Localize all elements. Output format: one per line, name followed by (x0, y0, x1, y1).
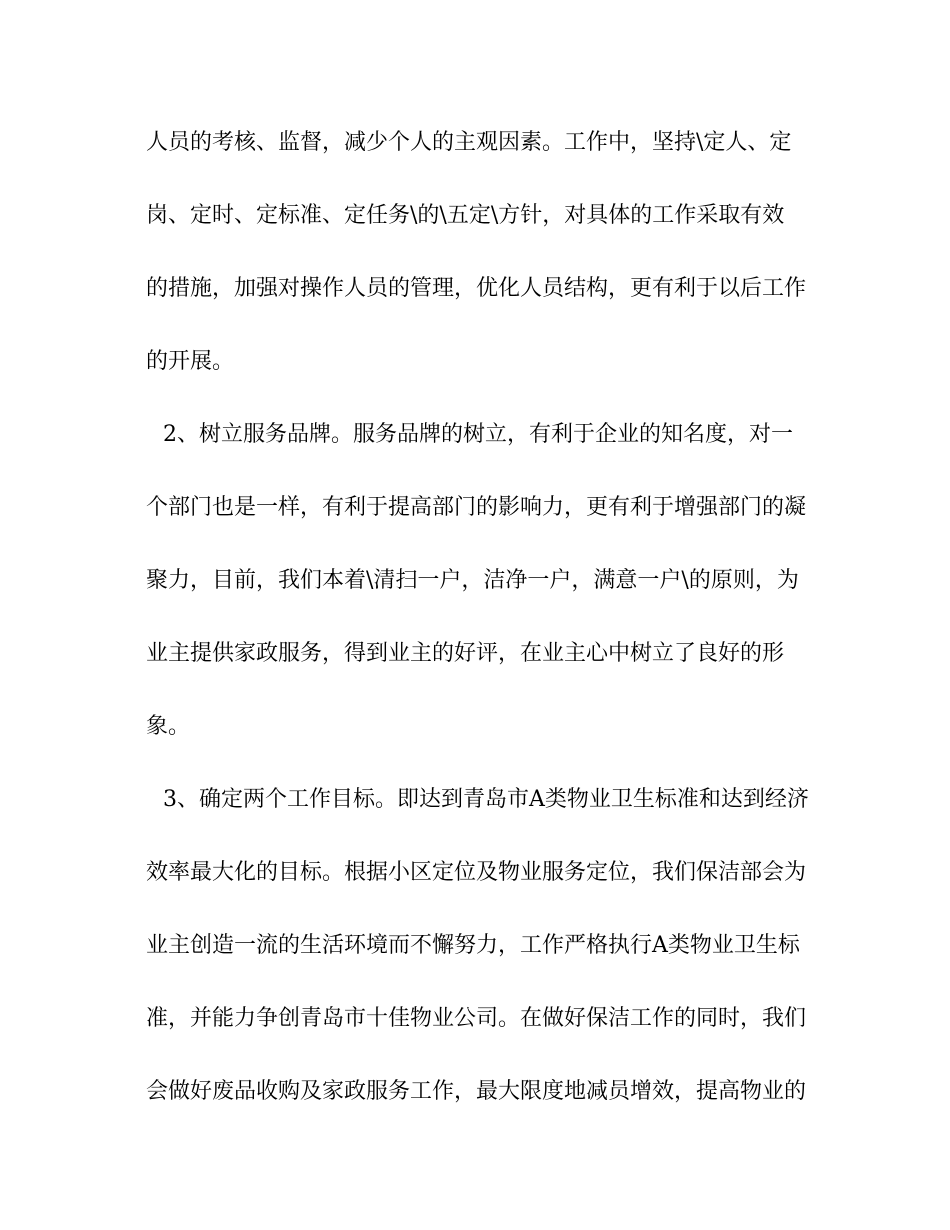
text-line: 业主创造一流的生活环境而不懈努力，工作严格执行A类物业卫生标 (146, 933, 800, 958)
paragraph-start-line: 3、确定两个工作目标。即达到青岛市A类物业卫生标准和达到经济 (163, 787, 809, 812)
text-line: 聚力，目前，我们本着\清扫一户，洁净一户，满意一户\的原则，为 (146, 568, 799, 593)
paragraph-start-line: 2、树立服务品牌。服务品牌的树立，有利于企业的知名度，对一 (163, 422, 793, 447)
text-line: 岗、定时、定标准、定任务\的\五定\方针，对具体的工作采取有效 (146, 203, 785, 228)
text-line: 的措施，加强对操作人员的管理，优化人员结构，更有利于以后工作 (146, 276, 807, 301)
text-line: 象。 (146, 714, 191, 739)
text-line: 个部门也是一样，有利于提高部门的影响力，更有利于增强部门的凝 (146, 495, 807, 520)
text-line: 效率最大化的目标。根据小区定位及物业服务定位，我们保洁部会为 (146, 860, 807, 885)
text-line: 业主提供家政服务，得到业主的好评，在业主心中树立了良好的形 (146, 641, 785, 666)
text-line: 的开展。 (146, 349, 235, 374)
text-line: 准，并能力争创青岛市十佳物业公司。在做好保洁工作的同时，我们 (146, 1006, 807, 1031)
text-line: 人员的考核、监督，减少个人的主观因素。工作中，坚持\定人、定 (146, 130, 792, 155)
text-line: 会做好废品收购及家政服务工作，最大限度地减员增效，提高物业的 (146, 1079, 807, 1104)
